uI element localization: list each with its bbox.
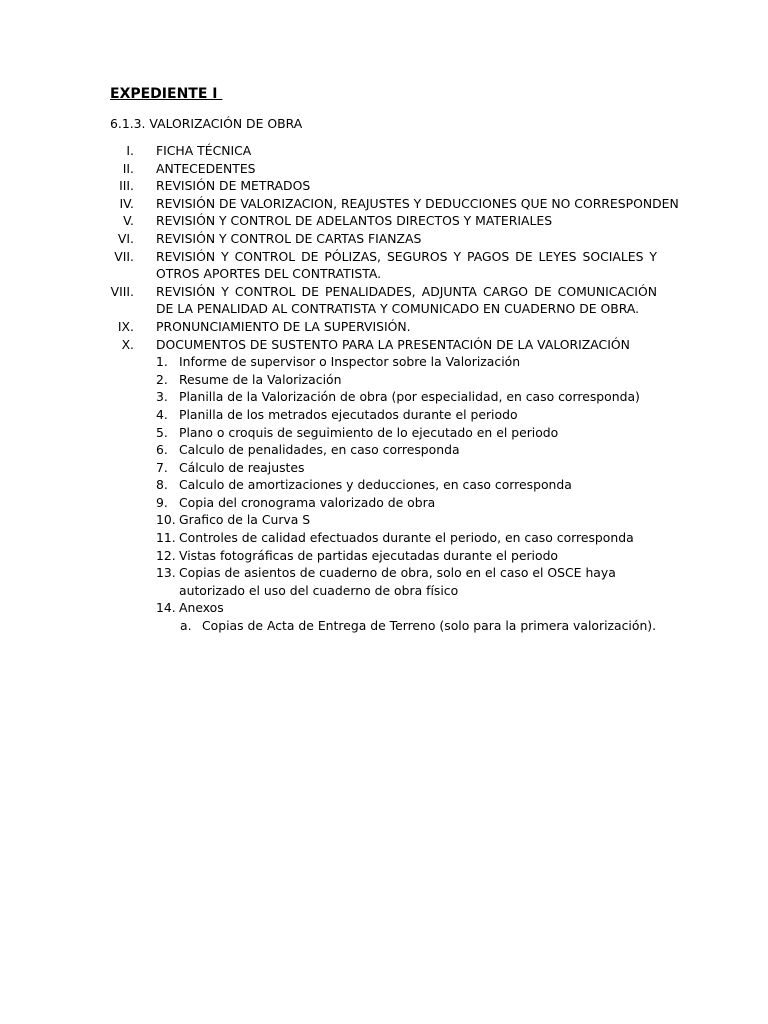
section-item — [0, 336, 768, 635]
document-number: 8. — [156, 477, 168, 493]
section-number: VIII. — [110, 283, 134, 299]
annex-text: Copias de Acta de Entrega de Terreno (solo para la primera valorización). — [202, 618, 657, 634]
document-item — [0, 424, 768, 442]
document-item — [0, 371, 768, 389]
section-text: REVISIÓN Y CONTROL DE CARTAS FIANZAS — [156, 230, 422, 246]
section-number: VII. — [114, 248, 134, 264]
document-item — [0, 529, 768, 547]
section-text: ANTECEDENTES — [156, 160, 256, 176]
section-text: REVISIÓN Y CONTROL DE PENALIDADES, ADJUNTA CARGO DE COMUNICACIÓN DE LA PENALIDAD AL CONTRATISTA Y COMUNICADO EN CUADERNO DE OBRA. — [156, 283, 657, 317]
section-number: V. — [123, 213, 134, 229]
document-text: Planilla de la Valorización de obra (por especialidad, en caso corresponda) — [179, 389, 640, 405]
section-text: REVISIÓN Y CONTROL DE PÓLIZAS, SEGUROS Y PAGOS DE LEYES SOCIALES Y OTROS APORTES DEL CONTRATISTA. — [156, 248, 657, 282]
document-list — [0, 353, 768, 635]
document-item — [0, 388, 768, 406]
document-item — [0, 406, 768, 424]
document-number: 11. — [156, 530, 176, 546]
document-text: Resume de la Valorización — [179, 371, 342, 387]
document-number: 4. — [156, 406, 168, 422]
section-text: REVISIÓN Y CONTROL DE ADELANTOS DIRECTOS Y MATERIALES — [156, 213, 553, 229]
document-text: Copia del cronograma valorizado de obra — [179, 494, 436, 510]
section-item — [0, 318, 768, 336]
document-item — [0, 476, 768, 494]
section-item — [0, 160, 768, 178]
section-item — [0, 195, 768, 213]
document-number: 13. — [156, 565, 176, 581]
section-number: III. — [119, 178, 134, 194]
document-text: Plano o croquis de seguimiento de lo ejecutado en el periodo — [179, 424, 559, 440]
annex-letter: a. — [180, 618, 192, 634]
document-text: Calculo de penalidades, en caso corresponda — [179, 442, 460, 458]
document-text: Grafico de la Curva S — [179, 512, 311, 528]
document-number: 1. — [156, 354, 168, 370]
section-number: X. — [121, 336, 134, 352]
section-number: I. — [126, 143, 134, 158]
document-title: EXPEDIENTE I — [110, 86, 223, 102]
section-item — [0, 142, 768, 160]
section-subtitle: 6.1.3. VALORIZACIÓN DE OBRA — [110, 116, 303, 131]
document-text: Planilla de los metrados ejecutados durante el periodo — [179, 406, 518, 422]
section-number: VI. — [117, 230, 134, 246]
section-item — [0, 177, 768, 195]
document-number: 12. — [156, 547, 176, 563]
document-number: 6. — [156, 442, 168, 458]
section-number: II. — [122, 160, 134, 176]
document-item — [0, 353, 768, 371]
document-number: 5. — [156, 424, 168, 440]
annex-list — [0, 617, 768, 635]
section-text: DOCUMENTOS DE SUSTENTO PARA LA PRESENTACIÓN DE LA VALORIZACIÓN — [156, 336, 630, 352]
document-number: 2. — [156, 371, 168, 387]
document-number: 10. — [156, 512, 176, 528]
section-text: PRONUNCIAMIENTO DE LA SUPERVISIÓN. — [156, 318, 411, 334]
document-text: Cálculo de reajustes — [179, 459, 305, 475]
document-text: Vistas fotográficas de partidas ejecutadas durante el periodo — [179, 547, 559, 563]
section-text: FICHA TÉCNICA — [156, 143, 252, 158]
section-item — [0, 230, 768, 248]
document-text: Calculo de amortizaciones y deducciones, en caso corresponda — [179, 477, 572, 493]
document-item — [0, 547, 768, 565]
document-text: Anexos — [179, 600, 224, 616]
document-item — [0, 494, 768, 512]
document-item — [0, 599, 768, 634]
section-text: REVISIÓN DE METRADOS — [156, 178, 311, 194]
document-number: 7. — [156, 459, 168, 475]
section-list — [0, 142, 768, 635]
document-number: 14. — [156, 600, 176, 616]
section-number: IV. — [119, 195, 134, 211]
section-item — [0, 212, 768, 230]
document-item — [0, 511, 768, 529]
section-item — [0, 283, 768, 318]
document-item — [0, 459, 768, 477]
document-item — [0, 564, 768, 599]
section-item — [0, 248, 768, 283]
document-text: Copias de asientos de cuaderno de obra, solo en el caso el OSCE haya autorizado el uso del cuaderno de obra físico — [179, 565, 616, 598]
section-text: REVISIÓN DE VALORIZACION, REAJUSTES Y DEDUCCIONES QUE NO CORRESPONDEN — [156, 195, 679, 211]
document-item — [0, 441, 768, 459]
document-number: 3. — [156, 389, 168, 405]
document-number: 9. — [156, 494, 168, 510]
document-text: Informe de supervisor o Inspector sobre la Valorización — [179, 354, 521, 370]
section-number: IX. — [117, 318, 134, 334]
annex-item — [0, 617, 768, 635]
document-text: Controles de calidad efectuados durante el periodo, en caso corresponda — [179, 530, 634, 546]
